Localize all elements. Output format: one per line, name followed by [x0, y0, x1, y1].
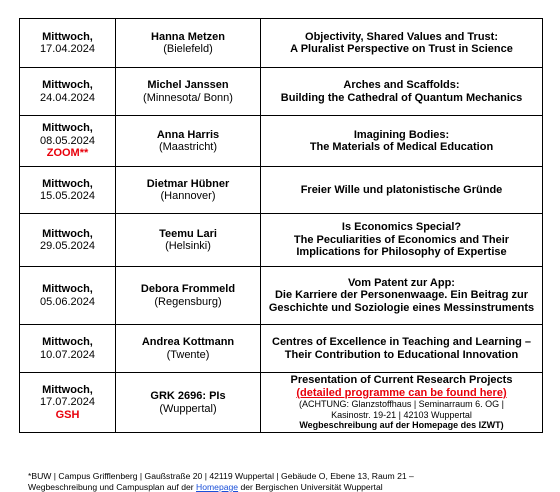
schedule-row	[20, 267, 543, 325]
talk-title-cell	[261, 214, 543, 267]
location-detail: (ACHTUNG: Glanzstoffhaus | Seminarraum 6. OG |	[298, 399, 505, 410]
speaker-cell	[116, 267, 261, 325]
weekday: Mittwoch,	[42, 336, 93, 348]
date-cell	[20, 325, 116, 373]
talk-title-line: Presentation of Current Research Projects	[290, 374, 513, 387]
date-cell	[20, 267, 116, 325]
speaker-cell	[116, 167, 261, 214]
speaker-cell	[116, 19, 261, 68]
session-date: 15.05.2024	[39, 190, 96, 202]
venue-note: GSH	[55, 408, 80, 421]
talk-title-line: Their Contribution to Educational Innovation	[284, 348, 519, 361]
session-date: 08.05.2024	[39, 134, 96, 147]
date-cell	[20, 167, 116, 214]
programme-link[interactable]: (detailed programme can be found here)	[296, 386, 507, 399]
speaker-affiliation: (Wuppertal)	[159, 402, 217, 415]
session-date: 24.04.2024	[39, 91, 96, 104]
speaker-affiliation: (Maastricht)	[158, 141, 218, 153]
talk-title-cell	[261, 373, 543, 433]
date-cell	[20, 19, 116, 68]
weekday: Mittwoch,	[42, 177, 93, 190]
weekday: Mittwoch,	[42, 383, 93, 396]
weekday: Mittwoch,	[42, 79, 93, 91]
speaker-affiliation: (Hannover)	[160, 190, 216, 202]
homepage-link[interactable]: Homepage	[196, 482, 239, 492]
talk-title-line: Implications for Philosophy of Expertise	[296, 246, 507, 259]
session-date: 17.04.2024	[39, 43, 96, 55]
talk-title-line: Centres of Excellence in Teaching and Learning –	[272, 336, 531, 348]
date-cell	[20, 214, 116, 267]
session-date: 17.07.2024	[39, 396, 96, 409]
weekday: Mittwoch,	[42, 30, 93, 43]
talk-title-line: A Pluralist Perspective on Trust in Science	[290, 43, 513, 55]
talk-title-line: Building the Cathedral of Quantum Mechanics	[280, 91, 523, 104]
location-detail: Wegbeschreibung auf der Homepage des IZWT)	[299, 420, 504, 431]
venue-footnote	[28, 471, 548, 492]
talk-title-cell	[261, 68, 543, 116]
zoom-note: ZOOM**	[46, 147, 89, 160]
location-detail: Kasinostr. 19-21 | 42103 Wuppertal	[331, 409, 472, 420]
talk-title-line: The Peculiarities of Economics and Their	[293, 233, 510, 246]
speaker-affiliation: (Twente)	[166, 348, 210, 361]
talk-title-line: The Materials of Medical Education	[309, 141, 494, 153]
session-date: 29.05.2024	[39, 240, 96, 252]
talk-title-line: Die Karriere der Personenwaage. Ein Beitrag zur	[274, 289, 529, 302]
talk-title-cell	[261, 19, 543, 68]
talk-title-cell	[261, 167, 543, 214]
talk-title-line: Is Economics Special?	[341, 221, 462, 234]
date-cell	[20, 116, 116, 167]
talk-title-line: Geschichte und Soziologie eines Messinstruments	[268, 301, 535, 314]
directions-line: Wegbeschreibung und Campusplan auf der Homepage der Bergischen Universität Wuppertal	[28, 482, 383, 492]
speaker-affiliation: (Minnesota/ Bonn)	[143, 91, 233, 104]
speaker-cell	[116, 373, 261, 433]
schedule-row	[20, 214, 543, 267]
schedule-row	[20, 325, 543, 373]
speaker-cell	[116, 214, 261, 267]
schedule-row-final	[20, 373, 543, 433]
talk-title-cell	[261, 116, 543, 167]
date-cell	[20, 68, 116, 116]
talk-title-line: Vom Patent zur App:	[348, 276, 455, 289]
talk-title-line: Objectivity, Shared Values and Trust:	[305, 30, 498, 43]
talk-title-line: Freier Wille und platonistische Gründe	[300, 183, 503, 196]
lecture-schedule-table	[19, 18, 543, 433]
weekday: Mittwoch,	[42, 122, 93, 135]
schedule-row	[20, 19, 543, 68]
speaker-name: Michel Janssen	[147, 79, 229, 91]
speaker-name: Dietmar Hübner	[146, 177, 230, 190]
schedule-row	[20, 167, 543, 214]
speaker-name: Andrea Kottmann	[141, 336, 235, 348]
speaker-affiliation: (Helsinki)	[165, 240, 211, 252]
schedule-row	[20, 116, 543, 167]
session-date: 10.07.2024	[39, 348, 96, 361]
speaker-cell	[116, 116, 261, 167]
weekday: Mittwoch,	[42, 283, 93, 295]
schedule-row	[20, 68, 543, 116]
speaker-name: Hanna Metzen	[151, 30, 225, 43]
speaker-cell	[116, 68, 261, 116]
speaker-affiliation: (Bielefeld)	[163, 43, 213, 55]
talk-title-cell	[261, 325, 543, 373]
date-cell	[20, 373, 116, 433]
speaker-name: Debora Frommeld	[140, 283, 236, 295]
cropped-previous-content	[0, 0, 560, 18]
venue-address: *BUW | Campus Grifflenberg | Gaußstraße 20 | 42119 Wuppertal | Gebäude O, Ebene 13, Raum 21 –	[28, 471, 414, 481]
talk-title-cell	[261, 267, 543, 325]
talk-title-line: Arches and Scaffolds:	[343, 79, 460, 91]
speaker-name: Anna Harris	[156, 128, 220, 141]
speaker-affiliation: (Regensburg)	[154, 295, 222, 308]
talk-title-line: Imagining Bodies:	[353, 128, 450, 141]
session-date: 05.06.2024	[39, 295, 96, 308]
speaker-name: Teemu Lari	[159, 227, 217, 240]
speaker-name: GRK 2696: PIs	[150, 390, 226, 402]
weekday: Mittwoch,	[42, 227, 93, 240]
speaker-cell	[116, 325, 261, 373]
